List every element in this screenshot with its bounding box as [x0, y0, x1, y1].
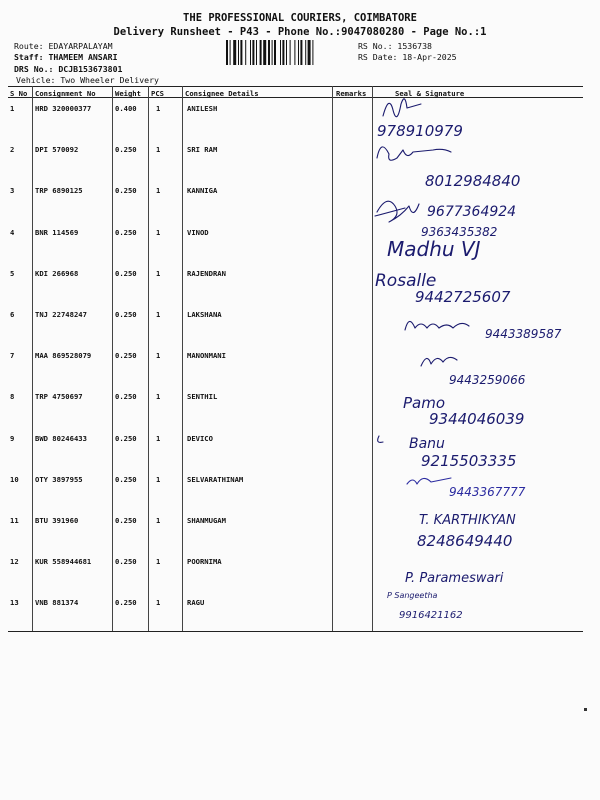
header-weight: Weight: [115, 89, 141, 98]
cell-pcs: 1: [156, 557, 161, 567]
rs-number: RS No.: 1536738: [358, 41, 432, 51]
cell-weight: 0.400: [115, 104, 137, 113]
handwritten-phone: 9442725607: [415, 288, 511, 306]
cell-sno: 12: [10, 557, 19, 567]
cell-pcs: 1: [156, 516, 161, 525]
signature-scrawl: [383, 99, 421, 117]
cell-consignment: HRD 320000377: [35, 104, 92, 113]
signature-scrawl: [378, 436, 383, 442]
cell-consignee: POORNIMA: [187, 557, 222, 567]
handwritten-phone: 9677364924: [427, 204, 517, 220]
column-divider: [112, 86, 113, 631]
cell-consignee: RAGU: [187, 598, 205, 608]
cell-sno: 9: [10, 433, 15, 443]
cell-sno: 11: [10, 516, 19, 525]
handwritten-name: P. Parameswari: [405, 571, 504, 586]
cell-weight: 0.250: [115, 474, 137, 484]
column-divider: [148, 86, 149, 631]
signature-scrawl: [375, 201, 419, 222]
signature-column: [365, 86, 585, 634]
signature-scrawl: [407, 478, 451, 484]
cell-sno: 6: [10, 310, 15, 319]
column-divider: [32, 86, 33, 631]
cell-consignee: SELVARATHINAM: [187, 474, 244, 484]
column-divider: [182, 86, 183, 631]
cell-consignment: TRP 6890125: [35, 186, 83, 196]
cell-sno: 2: [10, 145, 15, 155]
cell-sno: 5: [10, 268, 15, 278]
cell-consignment: DPI 570092: [35, 145, 79, 155]
cell-pcs: 1: [156, 186, 161, 196]
cell-pcs: 1: [156, 474, 161, 484]
handwritten-name: Banu: [409, 436, 445, 452]
route-text: Route: EDAYARPALAYAM: [14, 41, 113, 51]
company-title: THE PROFESSIONAL COURIERS, COIMBATORE: [183, 12, 417, 24]
cell-pcs: 1: [156, 104, 161, 113]
handwritten-name: Rosalle: [375, 271, 437, 291]
handwritten-phone: 8248649440: [417, 532, 513, 550]
cell-consignee: LAKSHANA: [187, 310, 222, 319]
barcode-image: [226, 40, 353, 65]
cell-weight: 0.250: [115, 186, 137, 196]
handwritten-phone: 9443367777: [449, 485, 526, 499]
signature-scrawl: [377, 147, 451, 160]
cell-sno: 10: [10, 474, 19, 484]
handwritten-phone: 978910979: [377, 122, 463, 140]
header-sno: S No: [10, 89, 28, 98]
handwritten-phone: 9215503335: [421, 452, 517, 470]
cell-consignment: BTU 391960: [35, 516, 79, 525]
cell-pcs: 1: [156, 392, 161, 402]
cell-consignee: MANONMANI: [187, 351, 226, 361]
cell-consignment: TRP 4750697: [35, 392, 83, 402]
cell-weight: 0.250: [115, 557, 137, 567]
handwritten-name: Pamo: [403, 394, 446, 412]
handwritten-phone: 9916421162: [399, 610, 463, 621]
cell-weight: 0.250: [115, 516, 137, 525]
cell-sno: 1: [10, 104, 15, 113]
cell-consignment: BNR 114569: [35, 227, 79, 237]
cell-consignee: ANILESH: [187, 104, 218, 113]
vehicle-text: Vehicle: Two Wheeler Delivery: [16, 75, 159, 85]
handwritten-phone: 9443389587: [485, 327, 562, 341]
cell-sno: 8: [10, 392, 15, 402]
cell-pcs: 1: [156, 145, 161, 155]
cell-pcs: 1: [156, 268, 161, 278]
header-signature: Seal & Signature: [395, 89, 465, 98]
cell-sno: 13: [10, 598, 19, 608]
cell-weight: 0.250: [115, 598, 137, 608]
handwritten-name: Madhu VJ: [387, 237, 481, 261]
cell-weight: 0.250: [115, 145, 137, 155]
cell-pcs: 1: [156, 227, 161, 237]
handwritten-name: P Sangeetha: [387, 591, 438, 600]
cell-consignment: KUR 558944681: [35, 557, 92, 567]
cell-consignment: VNB 881374: [35, 598, 79, 608]
cell-weight: 0.250: [115, 433, 137, 443]
cell-sno: 4: [10, 227, 15, 237]
cell-weight: 0.250: [115, 392, 137, 402]
cell-consignment: MAA 869528079: [35, 351, 92, 361]
signature-scrawl: [405, 321, 469, 330]
cell-consignee: DEVICO: [187, 433, 213, 443]
header-pcs: PCS: [151, 89, 164, 98]
drs-number: DRS No.: DCJB153673801: [14, 64, 123, 74]
cell-pcs: 1: [156, 598, 161, 608]
handwritten-phone: 9344046039: [429, 410, 525, 428]
cell-consignee: SHANMUGAM: [187, 516, 226, 525]
staff-text: Staff: THAMEEM ANSARI: [14, 52, 118, 62]
header-remarks: Remarks: [336, 89, 367, 98]
handwritten-phone: 8012984840: [425, 172, 521, 190]
cell-consignee: RAJENDRAN: [187, 268, 226, 278]
cell-weight: 0.250: [115, 310, 137, 319]
header-consignment: Consignment No: [35, 89, 96, 98]
cell-weight: 0.250: [115, 268, 137, 278]
column-divider: [332, 86, 333, 631]
cell-consignment: BWD 80246433: [35, 433, 87, 443]
cell-consignee: SENTHIL: [187, 392, 218, 402]
cell-weight: 0.250: [115, 227, 137, 237]
cell-consignee: SRI RAM: [187, 145, 218, 155]
cell-pcs: 1: [156, 351, 161, 361]
cell-pcs: 1: [156, 310, 161, 319]
scan-mark: [584, 708, 587, 711]
cell-sno: 7: [10, 351, 15, 361]
signature-scrawl: [421, 357, 457, 366]
cell-weight: 0.250: [115, 351, 137, 361]
cell-consignee: KANNIGA: [187, 186, 218, 196]
header-consignee: Consignee Details: [185, 89, 259, 98]
cell-sno: 3: [10, 186, 15, 196]
cell-consignment: OTY 3897955: [35, 474, 83, 484]
cell-consignment: TNJ 22748247: [35, 310, 87, 319]
handwritten-phone: 9443259066: [449, 373, 526, 387]
cell-consignee: VINOD: [187, 227, 209, 237]
runsheet-subtitle: Delivery Runsheet - P43 - Phone No.:9047080280 - Page No.:1: [113, 26, 487, 38]
rs-date: RS Date: 18-Apr-2025: [358, 52, 457, 62]
cell-pcs: 1: [156, 433, 161, 443]
handwritten-phone: 9363435382: [421, 225, 498, 239]
cell-consignment: KDI 266968: [35, 268, 79, 278]
handwritten-name: T. KARTHIKYAN: [419, 513, 516, 528]
